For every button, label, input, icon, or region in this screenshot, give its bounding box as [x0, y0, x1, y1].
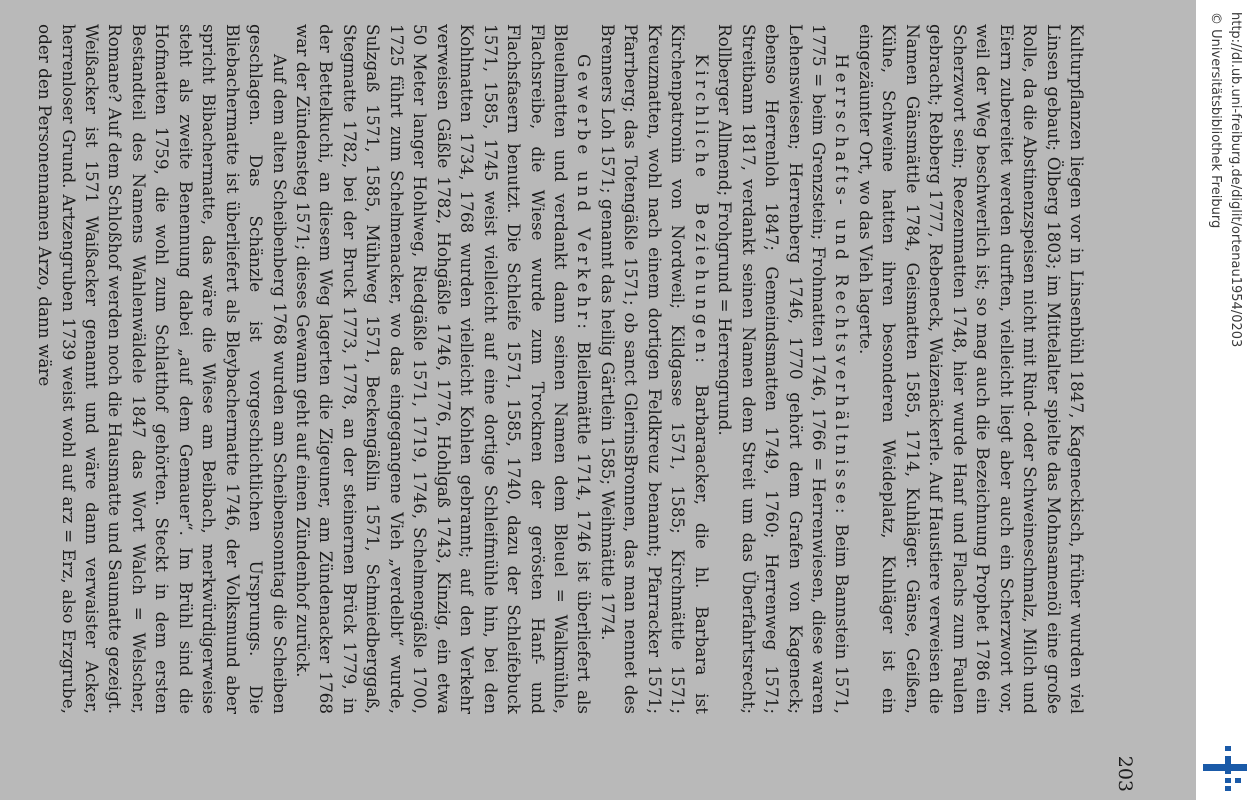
- paragraph-gewerbe: [291, 24, 596, 714]
- section-text-kirchlich: Barbaraacker, die hl. Barbara ist Kirchenpatronin von Nordweil; Kildgasse 1571, 1585; Kirchmättle 1571; Kreuzmatten, wohl nach einem dortigen Feldkreuz benannt; Pfarracker 1571; Pfarrberg; das Totengäßle 1571; ob sanct GlerinsBronnen, das man nennet des Brenners Loh 1571; genannt das heilig Gärtlein 1585; Weihmättle 1774.: [597, 24, 712, 714]
- paragraph-kulturpflanzen: Kulturpflanzen liegen vor in Linsenbühl 1847, Kageneckisch, früher wurden viel Linsen gebaut; Ölberg 1803; im Mittelalter spielte das Mohnsamenöl eine große Rolle, da die Abstinenzspeisen nicht mit Rind- oder Schweineschmalz, Milch und Eiern zubereitet werden durften, vielleicht liegt aber auch ein Scherzwort vor, weil der Weg beschwerlich ist; so mag auch die Bezeichnung Prophet 1786 ein Scherzwort sein; Reezenmatten 1748, hier wurde Hanf und Flachs zum Faulen gebracht; Rebberg 1777, Rebeneck, Waizenäckerle. Auf Haustiere verweisen die Namen Gänsmättle 1784, Geismatten 1585, 1714, Kuhläger. Gänse, Geißen, Kühe, Schweine hatten ihren besonderen Weideplatz, Kuhläger ist ein eingezäunter Ort, wo das Vieh lagerte.: [855, 24, 1087, 714]
- source-url[interactable]: http://dl.ub.uni-freiburg.de/diglit/ortenau1954/0203: [1228, 12, 1243, 348]
- paragraph-herrschaft: [713, 24, 854, 714]
- paragraph-scheibenberg: Auf dem alten Scheibenberg 1768 wurden am Scheibensonntag die Scheiben geschlagen. Das Schänzle ist vorgeschichtlichen Ursprungs. Die Bliebachermatte ist überliefert als Bleybachermatte 1746, der Volksmund aber spricht Bibachermatte, das wäre die Wiese am Beibach, merkwürdigerweise steht als zweite Benennung dabei „auf dem Gemauer“. Im Brühl sind die Hofmatten 1759, die wohl zum Schlatthof gehörten. Steckt in dem ersten Bestandteil des Namens Wahlenwäldele 1847 das Wort Walch = Welscher, Romane? Auf dem Schloßhof werden noch die Hausmatte und Saumatte gezeigt. Weißacker ist 1571 Waißacker genannt und wäre dann verwaister Acker, herrenloser Grund. Artzengruben 1739 weist wohl auf arz = Erz, also Erzgrube, oder den Personennamen Arzo, dann wäre: [35, 24, 290, 714]
- page-number: 203: [1114, 755, 1136, 792]
- section-heading-gewerbe: Gewerbe und Verkehr:: [574, 54, 595, 333]
- rotated-page-content: [9, 24, 1136, 792]
- section-heading-herrschaft: Herrschafts- und Rechtsverhältnisse:: [832, 54, 853, 518]
- viewer-sidebar: [1196, 0, 1253, 800]
- section-text-herrschaft: Beim Bannstein 1571, 1775 = beim Grenzstein; Frohmatten 1746, 1766 = Herrenwiesen, diese waren Lehenswiesen; Herrenberg 1746, 1770 gehört dem Grafen von Kageneck; ebenso Herrenloh 1847; Gemeindsmatten 1749, 1760; Herrenweg 1571; Streitbann 1817, verdankt seinen Namen dem Streit um das Überfahrtsrecht; Rollberger Allmend; Frohgrund = Herrengrund.: [715, 24, 853, 714]
- sidebar-rotated-text: [1196, 0, 1253, 800]
- section-heading-kirchlich: Kirchliche Beziehungen:: [691, 54, 712, 367]
- copyright-notice: © Universitätsbibliothek Freiburg: [1208, 12, 1223, 229]
- section-text-gewerbe: Bleilemättle 1714, 1746 ist überliefert als Bleuelmatten und verdankt dann seinen Namen dem Bleuel = Walkmühle, Flachsreibe, die Wiese wurde zum Trocknen der gerösten Hanf- und Flachsfasern benutzt. Die Schleife 1571, 1585, 1740, dazu der Schleifebuck 1571, 1585, 1745 weist vielleicht auf eine dortige Schleifmühle hin, bei den Kohlmatten 1734, 1768 wurden vielleicht Kohlen gebrannt; auf den Verkehr verweisen Gäßle 1782, Hohgäßle 1746, 1776, Hohlgaß 1743, Kinzig, ein etwa 50 Meter langer Hohlweg, Riedgäßle 1571, 1719, 1746, Schelmengäßle 1700, 1725 führt zum Schelmenacker, wo das eingegangene Vieh „verdelbt“ wurde, Sulzgaß 1571, 1585, Mühlweg 1571, Beckengäßlin 1571, Schmiedberggaß, Stegmatte 1782, bei der Bruck 1773, 1778, an der steinernen Brück 1779, in der Bettelkuchi, an diesem Weg lagerten die Zigeuner, am Zündenacker 1768 war der Zündensteg 1571; dieses Gewann geht auf einen Zündenhof zurück.: [293, 24, 595, 714]
- library-logo-icon: [1201, 742, 1249, 794]
- paragraph-kirchlich: [595, 24, 712, 714]
- body-text: [33, 24, 1088, 714]
